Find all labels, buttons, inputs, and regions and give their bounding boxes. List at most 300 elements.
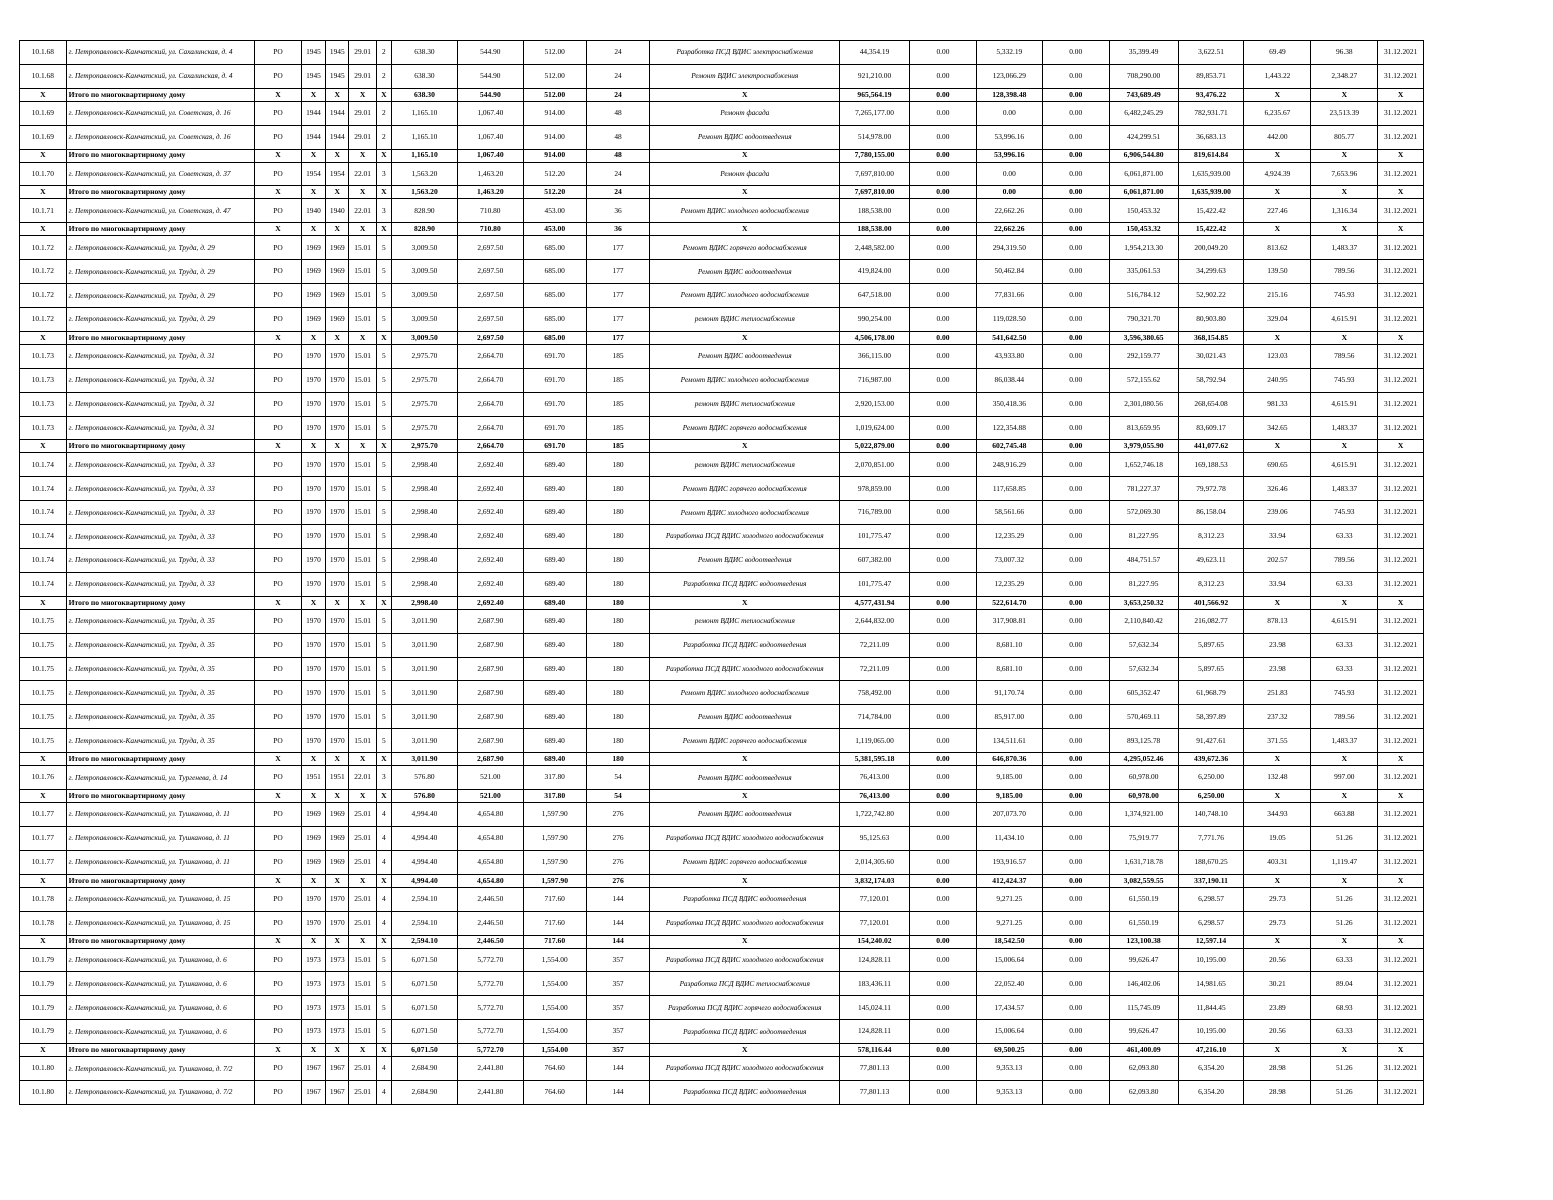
wall-material-cell: 25.01 (349, 1057, 376, 1081)
regional-funds-cell: 541,642.50 (976, 331, 1042, 344)
owners-funds-cell: 60,978.00 (1109, 790, 1178, 803)
max-unit-cost-cell: 745.93 (1311, 284, 1378, 308)
common-area-cell: 512.00 (523, 88, 586, 101)
deadline-cell: X (1378, 1044, 1424, 1057)
regional-funds-cell: 294,319.50 (976, 236, 1042, 260)
regional-funds-cell: 5,332.19 (976, 41, 1042, 65)
unit-cost-cell: 202.57 (1244, 549, 1311, 573)
federal-funds-cell: 0.00 (909, 1057, 976, 1081)
wall-material-cell: 29.01 (349, 101, 376, 125)
common-area-cell: 689.40 (523, 477, 586, 501)
other-funds-cell: 15,422.42 (1178, 199, 1244, 223)
last-repair-year-cell: 1967 (326, 1080, 349, 1104)
fund-type-cell: РО (255, 236, 302, 260)
living-area-cell: 1,463.20 (457, 162, 523, 186)
max-unit-cost-cell: 4,615.91 (1311, 308, 1378, 332)
other-funds-cell: 12,597.14 (1178, 935, 1244, 948)
max-unit-cost-cell: 1,483.37 (1311, 729, 1378, 753)
federal-funds-cell: 0.00 (909, 440, 976, 453)
municipal-funds-cell: 0.00 (1042, 477, 1109, 501)
total-area-cell: 3,011.90 (392, 681, 458, 705)
commission-year-cell: 1969 (301, 260, 325, 284)
last-repair-year-cell: 1969 (326, 236, 349, 260)
regional-funds-cell: 15,006.64 (976, 948, 1042, 972)
wall-material-cell: 29.01 (349, 125, 376, 149)
municipal-funds-cell: 0.00 (1042, 753, 1109, 766)
deadline-cell: 31.12.2021 (1378, 972, 1424, 996)
fund-type-cell: РО (255, 125, 302, 149)
residents-cell: 177 (586, 260, 650, 284)
regional-funds-cell: 9,353.13 (976, 1057, 1042, 1081)
last-repair-year-cell: 1951 (326, 766, 349, 790)
total-row (20, 149, 1424, 162)
total-cost-cell: 183,436.11 (840, 972, 910, 996)
total-area-cell: 2,998.40 (392, 501, 458, 525)
owners-funds-cell: 2,301,080.56 (1109, 392, 1178, 416)
address-cell: Итого по многоквартирному дому (66, 790, 255, 803)
table-row (20, 525, 1424, 549)
work-type-cell: Разработка ПСД ВДИС водоотведения (650, 1080, 840, 1104)
last-repair-year-cell: X (326, 331, 349, 344)
municipal-funds-cell: 0.00 (1042, 874, 1109, 887)
other-funds-cell: 8,312.23 (1178, 572, 1244, 596)
floors-cell: 5 (376, 972, 391, 996)
common-area-cell: 512.00 (523, 64, 586, 88)
deadline-cell: 31.12.2021 (1378, 633, 1424, 657)
work-type-cell: Разработка ПСД ВДИС водоотведения (650, 1020, 840, 1044)
commission-year-cell: X (301, 186, 325, 199)
federal-funds-cell: 0.00 (909, 525, 976, 549)
regional-funds-cell: 22,662.26 (976, 223, 1042, 236)
fund-type-cell: РО (255, 199, 302, 223)
last-repair-year-cell: X (326, 935, 349, 948)
owners-funds-cell: 743,689.49 (1109, 88, 1178, 101)
work-type-cell: X (650, 186, 840, 199)
deadline-cell: 31.12.2021 (1378, 657, 1424, 681)
living-area-cell: 4,654.80 (457, 850, 523, 874)
commission-year-cell: 1973 (301, 948, 325, 972)
max-unit-cost-cell: 96.38 (1311, 41, 1378, 65)
total-area-cell: 4,994.40 (392, 850, 458, 874)
table-row (20, 948, 1424, 972)
municipal-funds-cell: 0.00 (1042, 996, 1109, 1020)
wall-material-cell: X (349, 223, 376, 236)
total-area-cell: 638.30 (392, 64, 458, 88)
total-area-cell: 3,011.90 (392, 705, 458, 729)
floors-cell: X (376, 1044, 391, 1057)
living-area-cell: 5,772.70 (457, 1044, 523, 1057)
last-repair-year-cell: 1973 (326, 948, 349, 972)
total-cost-cell: 77,801.13 (840, 1057, 910, 1081)
total-cost-cell: 72,211.09 (840, 633, 910, 657)
municipal-funds-cell: 0.00 (1042, 41, 1109, 65)
work-type-cell: X (650, 149, 840, 162)
total-row (20, 753, 1424, 766)
address-cell: г. Петропавловск-Камчатский, ул. Тушканова, д. 6 (66, 996, 255, 1020)
commission-year-cell: 1970 (301, 657, 325, 681)
floors-cell: 5 (376, 260, 391, 284)
unit-cost-cell: X (1244, 874, 1311, 887)
regional-funds-cell: 602,745.48 (976, 440, 1042, 453)
common-area-cell: 689.40 (523, 609, 586, 633)
common-area-cell: 717.60 (523, 935, 586, 948)
last-repair-year-cell: X (326, 149, 349, 162)
row-number: 10.1.72 (20, 284, 67, 308)
other-funds-cell: 15,422.42 (1178, 223, 1244, 236)
deadline-cell: 31.12.2021 (1378, 64, 1424, 88)
total-cost-cell: 2,644,832.00 (840, 609, 910, 633)
table-row (20, 260, 1424, 284)
total-row (20, 186, 1424, 199)
unit-cost-cell: 251.83 (1244, 681, 1311, 705)
row-number: X (20, 790, 67, 803)
deadline-cell: 31.12.2021 (1378, 803, 1424, 827)
total-area-cell: 3,009.50 (392, 284, 458, 308)
commission-year-cell: 1970 (301, 344, 325, 368)
floors-cell: 5 (376, 501, 391, 525)
total-area-cell: 2,998.40 (392, 525, 458, 549)
commission-year-cell: 1970 (301, 572, 325, 596)
max-unit-cost-cell: X (1311, 753, 1378, 766)
floors-cell: X (376, 935, 391, 948)
owners-funds-cell: 115,745.09 (1109, 996, 1178, 1020)
fund-type-cell: РО (255, 284, 302, 308)
municipal-funds-cell: 0.00 (1042, 368, 1109, 392)
row-number: X (20, 596, 67, 609)
fund-type-cell: X (255, 1044, 302, 1057)
total-row (20, 790, 1424, 803)
row-number: 10.1.80 (20, 1080, 67, 1104)
commission-year-cell: X (301, 1044, 325, 1057)
total-area-cell: 1,563.20 (392, 162, 458, 186)
other-funds-cell: 188,670.25 (1178, 850, 1244, 874)
address-cell: г. Петропавловск-Камчатский, ул. Сахалинская, д. 4 (66, 64, 255, 88)
table-row (20, 681, 1424, 705)
deadline-cell: 31.12.2021 (1378, 308, 1424, 332)
commission-year-cell: 1969 (301, 236, 325, 260)
address-cell: г. Петропавловск-Камчатский, ул. Тургенева, д. 14 (66, 766, 255, 790)
row-number: 10.1.70 (20, 162, 67, 186)
residents-cell: 180 (586, 572, 650, 596)
floors-cell: 3 (376, 199, 391, 223)
municipal-funds-cell: 0.00 (1042, 633, 1109, 657)
unit-cost-cell: 123.03 (1244, 344, 1311, 368)
living-area-cell: 710.80 (457, 199, 523, 223)
floors-cell: 2 (376, 41, 391, 65)
deadline-cell: 31.12.2021 (1378, 766, 1424, 790)
deadline-cell: 31.12.2021 (1378, 236, 1424, 260)
max-unit-cost-cell: 63.33 (1311, 572, 1378, 596)
residents-cell: 276 (586, 803, 650, 827)
total-cost-cell: 2,070,851.00 (840, 453, 910, 477)
work-type-cell: Разработка ПСД ВДИС холодного водоснабжения (650, 948, 840, 972)
table-row (20, 284, 1424, 308)
last-repair-year-cell: X (326, 440, 349, 453)
owners-funds-cell: 335,061.53 (1109, 260, 1178, 284)
federal-funds-cell: 0.00 (909, 162, 976, 186)
commission-year-cell: 1970 (301, 609, 325, 633)
address-cell: г. Петропавловск-Камчатский, ул. Тушканова, д. 11 (66, 803, 255, 827)
total-cost-cell: 716,987.00 (840, 368, 910, 392)
wall-material-cell: 15.01 (349, 501, 376, 525)
federal-funds-cell: 0.00 (909, 501, 976, 525)
table-row (20, 1020, 1424, 1044)
row-number: 10.1.74 (20, 549, 67, 573)
table-row (20, 572, 1424, 596)
wall-material-cell: 15.01 (349, 681, 376, 705)
commission-year-cell: 1951 (301, 766, 325, 790)
total-row (20, 440, 1424, 453)
federal-funds-cell: 0.00 (909, 368, 976, 392)
table-row (20, 453, 1424, 477)
total-area-cell: 638.30 (392, 88, 458, 101)
work-type-cell: ремонт ВДИС теплоснабжения (650, 308, 840, 332)
commission-year-cell: X (301, 331, 325, 344)
common-area-cell: 453.00 (523, 199, 586, 223)
total-cost-cell: 514,978.00 (840, 125, 910, 149)
federal-funds-cell: 0.00 (909, 935, 976, 948)
last-repair-year-cell: 1970 (326, 549, 349, 573)
row-number: 10.1.75 (20, 729, 67, 753)
unit-cost-cell: 981.33 (1244, 392, 1311, 416)
table-row (20, 705, 1424, 729)
fund-type-cell: РО (255, 41, 302, 65)
other-funds-cell: 819,614.84 (1178, 149, 1244, 162)
common-area-cell: 512.20 (523, 162, 586, 186)
last-repair-year-cell: 1954 (326, 162, 349, 186)
address-cell: г. Петропавловск-Камчатский, ул. Труда, д. 31 (66, 368, 255, 392)
residents-cell: 24 (586, 41, 650, 65)
total-cost-cell: 76,413.00 (840, 766, 910, 790)
fund-type-cell: РО (255, 308, 302, 332)
federal-funds-cell: 0.00 (909, 657, 976, 681)
owners-funds-cell: 1,374,921.00 (1109, 803, 1178, 827)
residents-cell: 24 (586, 162, 650, 186)
address-cell: г. Петропавловск-Камчатский, ул. Труда, д. 35 (66, 729, 255, 753)
regional-funds-cell: 119,028.50 (976, 308, 1042, 332)
residents-cell: 180 (586, 753, 650, 766)
row-number: 10.1.74 (20, 477, 67, 501)
unit-cost-cell: 132.48 (1244, 766, 1311, 790)
address-cell: г. Петропавловск-Камчатский, ул. Труда, д. 33 (66, 453, 255, 477)
fund-type-cell: РО (255, 344, 302, 368)
owners-funds-cell: 35,399.49 (1109, 41, 1178, 65)
deadline-cell: 31.12.2021 (1378, 1020, 1424, 1044)
fund-type-cell: РО (255, 416, 302, 440)
max-unit-cost-cell: 63.33 (1311, 525, 1378, 549)
total-area-cell: 3,009.50 (392, 236, 458, 260)
residents-cell: 48 (586, 101, 650, 125)
unit-cost-cell: 6,235.67 (1244, 101, 1311, 125)
other-funds-cell: 268,654.08 (1178, 392, 1244, 416)
floors-cell: 5 (376, 633, 391, 657)
other-funds-cell: 10,195.00 (1178, 1020, 1244, 1044)
total-area-cell: 2,998.40 (392, 572, 458, 596)
total-row (20, 88, 1424, 101)
deadline-cell: 31.12.2021 (1378, 609, 1424, 633)
total-cost-cell: 77,120.01 (840, 911, 910, 935)
municipal-funds-cell: 0.00 (1042, 790, 1109, 803)
federal-funds-cell: 0.00 (909, 549, 976, 573)
work-type-cell: Ремонт ВДИС горячего водоснабжения (650, 477, 840, 501)
work-type-cell: Ремонт ВДИС холодного водоснабжения (650, 681, 840, 705)
max-unit-cost-cell: 745.93 (1311, 501, 1378, 525)
floors-cell: 5 (376, 1020, 391, 1044)
last-repair-year-cell: X (326, 223, 349, 236)
regional-funds-cell: 58,561.66 (976, 501, 1042, 525)
residents-cell: 48 (586, 149, 650, 162)
commission-year-cell: X (301, 223, 325, 236)
max-unit-cost-cell: 63.33 (1311, 1020, 1378, 1044)
deadline-cell: 31.12.2021 (1378, 572, 1424, 596)
other-funds-cell: 6,298.57 (1178, 887, 1244, 911)
regional-funds-cell: 11,434.10 (976, 826, 1042, 850)
table-row (20, 308, 1424, 332)
total-area-cell: 4,994.40 (392, 803, 458, 827)
total-cost-cell: 4,577,431.94 (840, 596, 910, 609)
floors-cell: X (376, 88, 391, 101)
row-number: 10.1.79 (20, 972, 67, 996)
federal-funds-cell: 0.00 (909, 948, 976, 972)
common-area-cell: 1,554.00 (523, 972, 586, 996)
total-area-cell: 6,071.50 (392, 972, 458, 996)
deadline-cell: 31.12.2021 (1378, 368, 1424, 392)
table-row (20, 368, 1424, 392)
municipal-funds-cell: 0.00 (1042, 284, 1109, 308)
total-cost-cell: 101,775.47 (840, 572, 910, 596)
municipal-funds-cell: 0.00 (1042, 1057, 1109, 1081)
total-row (20, 1044, 1424, 1057)
total-area-cell: 2,594.10 (392, 935, 458, 948)
other-funds-cell: 3,622.51 (1178, 41, 1244, 65)
municipal-funds-cell: 0.00 (1042, 1044, 1109, 1057)
living-area-cell: 521.00 (457, 790, 523, 803)
repair-program-sheet (19, 40, 1424, 1105)
living-area-cell: 2,446.50 (457, 887, 523, 911)
municipal-funds-cell: 0.00 (1042, 416, 1109, 440)
commission-year-cell: 1970 (301, 549, 325, 573)
work-type-cell: X (650, 753, 840, 766)
other-funds-cell: 7,771.76 (1178, 826, 1244, 850)
unit-cost-cell: X (1244, 331, 1311, 344)
total-area-cell: 6,071.50 (392, 1020, 458, 1044)
row-number: 10.1.77 (20, 850, 67, 874)
regional-funds-cell: 15,006.64 (976, 1020, 1042, 1044)
regional-funds-cell: 50,462.84 (976, 260, 1042, 284)
fund-type-cell: РО (255, 392, 302, 416)
total-cost-cell: 1,019,624.00 (840, 416, 910, 440)
unit-cost-cell: 139.50 (1244, 260, 1311, 284)
residents-cell: 185 (586, 416, 650, 440)
federal-funds-cell: 0.00 (909, 887, 976, 911)
last-repair-year-cell: 1970 (326, 525, 349, 549)
unit-cost-cell: 227.46 (1244, 199, 1311, 223)
living-area-cell: 2,692.40 (457, 453, 523, 477)
work-type-cell: X (650, 440, 840, 453)
deadline-cell: X (1378, 935, 1424, 948)
commission-year-cell: 1973 (301, 1020, 325, 1044)
address-cell: г. Петропавловск-Камчатский, ул. Труда, д. 33 (66, 477, 255, 501)
common-area-cell: 689.40 (523, 657, 586, 681)
municipal-funds-cell: 0.00 (1042, 1020, 1109, 1044)
fund-type-cell: X (255, 440, 302, 453)
fund-type-cell: РО (255, 850, 302, 874)
unit-cost-cell: 442.00 (1244, 125, 1311, 149)
total-area-cell: 2,975.70 (392, 392, 458, 416)
last-repair-year-cell: X (326, 1044, 349, 1057)
table-row (20, 549, 1424, 573)
work-type-cell: Разработка ПСД ВДИС холодного водоснабжения (650, 911, 840, 935)
municipal-funds-cell: 0.00 (1042, 596, 1109, 609)
last-repair-year-cell: 1970 (326, 633, 349, 657)
federal-funds-cell: 0.00 (909, 88, 976, 101)
fund-type-cell: X (255, 88, 302, 101)
total-cost-cell: 1,722,742.80 (840, 803, 910, 827)
deadline-cell: 31.12.2021 (1378, 948, 1424, 972)
last-repair-year-cell: 1970 (326, 477, 349, 501)
deadline-cell: X (1378, 223, 1424, 236)
work-type-cell: ремонт ВДИС теплоснабжения (650, 392, 840, 416)
total-area-cell: 4,994.40 (392, 826, 458, 850)
fund-type-cell: РО (255, 766, 302, 790)
owners-funds-cell: 146,402.06 (1109, 972, 1178, 996)
last-repair-year-cell: 1969 (326, 803, 349, 827)
commission-year-cell: 1970 (301, 887, 325, 911)
last-repair-year-cell: 1970 (326, 368, 349, 392)
owners-funds-cell: 3,596,380.65 (1109, 331, 1178, 344)
wall-material-cell: 25.01 (349, 850, 376, 874)
total-area-cell: 2,998.40 (392, 549, 458, 573)
deadline-cell: X (1378, 753, 1424, 766)
municipal-funds-cell: 0.00 (1042, 501, 1109, 525)
last-repair-year-cell: X (326, 790, 349, 803)
total-area-cell: 828.90 (392, 223, 458, 236)
unit-cost-cell: 20.56 (1244, 1020, 1311, 1044)
max-unit-cost-cell: 51.26 (1311, 826, 1378, 850)
row-number: X (20, 331, 67, 344)
total-cost-cell: 5,381,595.18 (840, 753, 910, 766)
living-area-cell: 2,664.70 (457, 440, 523, 453)
total-row (20, 331, 1424, 344)
work-type-cell: Разработка ПСД ВДИС водоотведения (650, 633, 840, 657)
row-number: 10.1.73 (20, 368, 67, 392)
floors-cell: 5 (376, 657, 391, 681)
floors-cell: 4 (376, 1080, 391, 1104)
residents-cell: 180 (586, 681, 650, 705)
table-row (20, 64, 1424, 88)
total-cost-cell: 714,784.00 (840, 705, 910, 729)
address-cell: г. Петропавловск-Камчатский, ул. Советская, д. 47 (66, 199, 255, 223)
total-area-cell: 3,009.50 (392, 331, 458, 344)
address-cell: г. Петропавловск-Камчатский, ул. Труда, д. 33 (66, 549, 255, 573)
work-type-cell: ремонт ВДИС теплоснабжения (650, 609, 840, 633)
row-number: 10.1.79 (20, 996, 67, 1020)
other-funds-cell: 80,903.80 (1178, 308, 1244, 332)
federal-funds-cell: 0.00 (909, 284, 976, 308)
owners-funds-cell: 62,093.80 (1109, 1057, 1178, 1081)
owners-funds-cell: 516,784.12 (1109, 284, 1178, 308)
fund-type-cell: РО (255, 826, 302, 850)
address-cell: г. Петропавловск-Камчатский, ул. Труда, д. 31 (66, 344, 255, 368)
common-area-cell: 691.70 (523, 368, 586, 392)
total-area-cell: 4,994.40 (392, 874, 458, 887)
table-row (20, 41, 1424, 65)
total-cost-cell: 716,789.00 (840, 501, 910, 525)
last-repair-year-cell: 1969 (326, 850, 349, 874)
federal-funds-cell: 0.00 (909, 186, 976, 199)
total-cost-cell: 124,828.11 (840, 948, 910, 972)
commission-year-cell: 1970 (301, 453, 325, 477)
